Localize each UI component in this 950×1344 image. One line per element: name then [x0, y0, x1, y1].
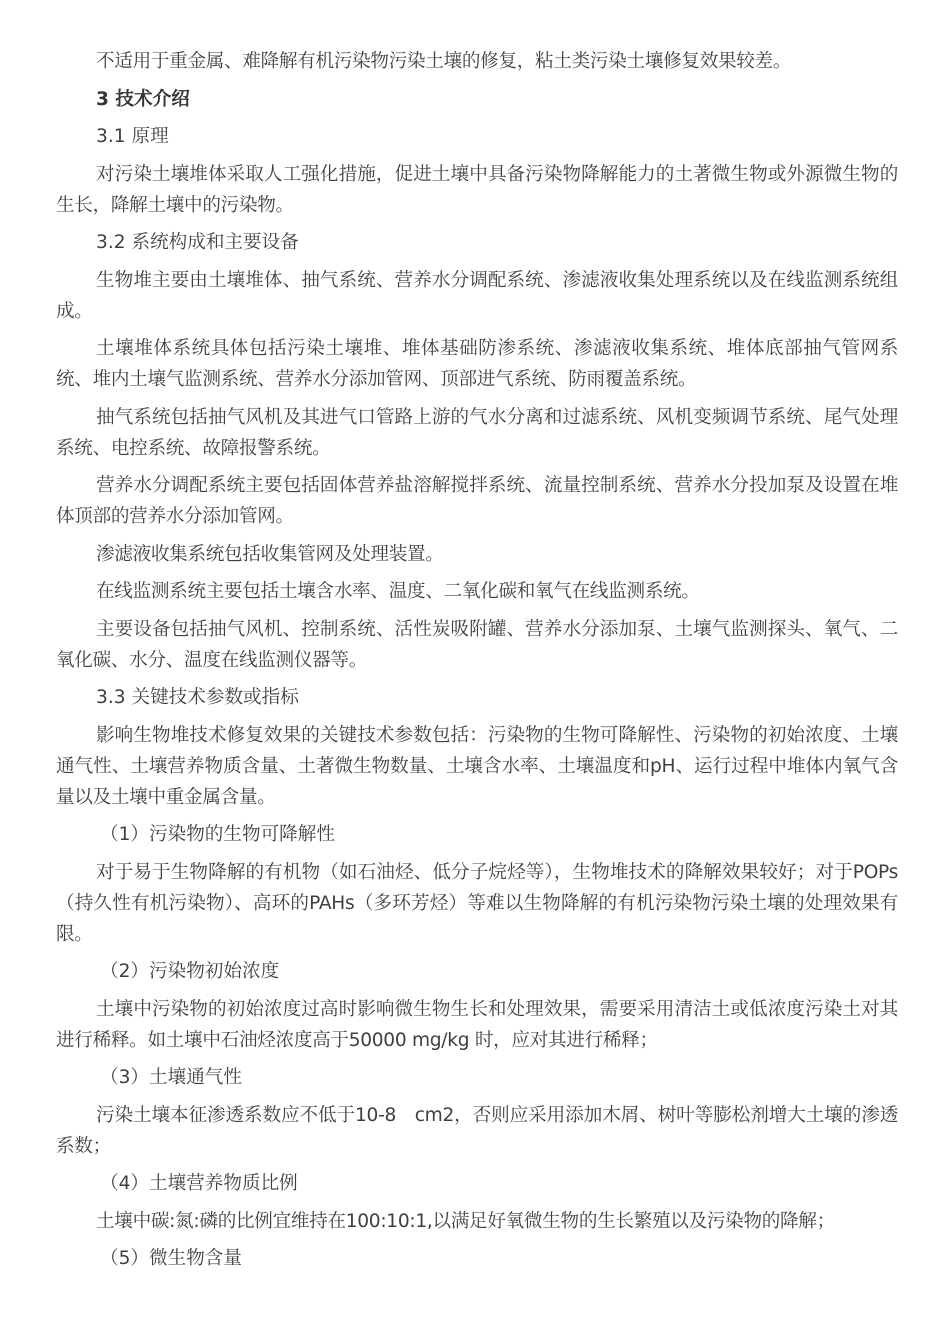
paragraph-main-equipment: 主要设备包括抽气风机、控制系统、活性炭吸附罐、营养水分添加泵、土壤气监测探头、氧气、二氧化碳、水分、温度在线监测仪器等。 — [56, 618, 898, 671]
paragraph-key-parameters: 影响生物堆技术修复效果的关键技术参数包括：污染物的生物可降解性、污染物的初始浓度、土壤通气性、土壤营养物质含量、土著微生物数量、土壤含水率、土壤温度和pH、运行过程中堆体内氧气含量以及土壤中重金属含量。 — [56, 724, 898, 808]
paragraph-leachate-system: 渗滤液收集系统包括收集管网及处理装置。 — [96, 543, 444, 565]
paragraph-nutrient-ratio: 土壤中碳:氮:磷的比例宜维持在100:10:1,以满足好氧微生物的生长繁殖以及污染物的降解； — [96, 1210, 835, 1232]
paragraph-soil-pile-system: 土壤堆体系统具体包括污染土壤堆、堆体基础防渗系统、渗滤液收集系统、堆体底部抽气管网系统、堆内土壤气监测系统、营养水分添加管网、顶部进气系统、防雨覆盖系统。 — [56, 338, 898, 390]
document-page — [56, 46, 898, 1281]
item-5-heading: （5）微生物含量 — [100, 1248, 242, 1269]
section-3-2-heading: 3.2 系统构成和主要设备 — [96, 232, 299, 253]
item-1-heading: （1）污染物的生物可降解性 — [100, 824, 335, 845]
paragraph-extraction-system: 抽气系统包括抽气风机及其进气口管路上游的气水分离和过滤系统、风机变频调节系统、尾气处理系统、电控系统、故障报警系统。 — [56, 406, 898, 459]
item-2-heading: （2）污染物初始浓度 — [100, 961, 280, 982]
section-3-heading: 3 技术介绍 — [96, 88, 190, 110]
paragraph-permeability: 污染土壤本征渗透系数应不低于10-8 cm2，否则应采用添加木屑、树叶等膨松剂增大土壤的渗透系数； — [56, 1104, 898, 1157]
paragraph-biopile-composition: 生物堆主要由土壤堆体、抽气系统、营养水分调配系统、渗滤液收集处理系统以及在线监测系统组成。 — [56, 269, 898, 322]
section-3-3-heading: 3.3 关键技术参数或指标 — [96, 687, 299, 708]
section-3-1-heading: 3.1 原理 — [96, 126, 169, 147]
item-4-heading: （4）土壤营养物质比例 — [100, 1173, 298, 1194]
paragraph-nutrient-system: 营养水分调配系统主要包括固体营养盐溶解搅拌系统、流量控制系统、营养水分投加泵及设置在堆体顶部的营养水分添加管网。 — [56, 475, 898, 527]
paragraph-monitoring-system: 在线监测系统主要包括土壤含水率、温度、二氧化碳和氧气在线监测系统。 — [96, 581, 700, 602]
paragraph-biodegradability: 对于易于生物降解的有机物（如石油烃、低分子烷烃等），生物堆技术的降解效果较好；对于POPs（持久性有机污染物）、高环的PAHs（多环芳烃）等难以生物降解的有机污染物污染土壤的处理效果有限。 — [56, 861, 898, 945]
paragraph-applicability-limit: 不适用于重金属、难降解有机污染物污染土壤的修复，粘土类污染土壤修复效果较差。 — [96, 51, 792, 72]
item-3-heading: （3）土壤通气性 — [100, 1067, 242, 1088]
paragraph-principle: 对污染土壤堆体采取人工强化措施，促进土壤中具备污染物降解能力的土著微生物或外源微生物的生长，降解土壤中的污染物。 — [56, 163, 898, 216]
paragraph-initial-concentration: 土壤中污染物的初始浓度过高时影响微生物生长和处理效果，需要采用清洁土或低浓度污染土对其进行稀释。如土壤中石油烃浓度高于50000 mg/kg 时，应对其进行稀释； — [56, 998, 898, 1051]
